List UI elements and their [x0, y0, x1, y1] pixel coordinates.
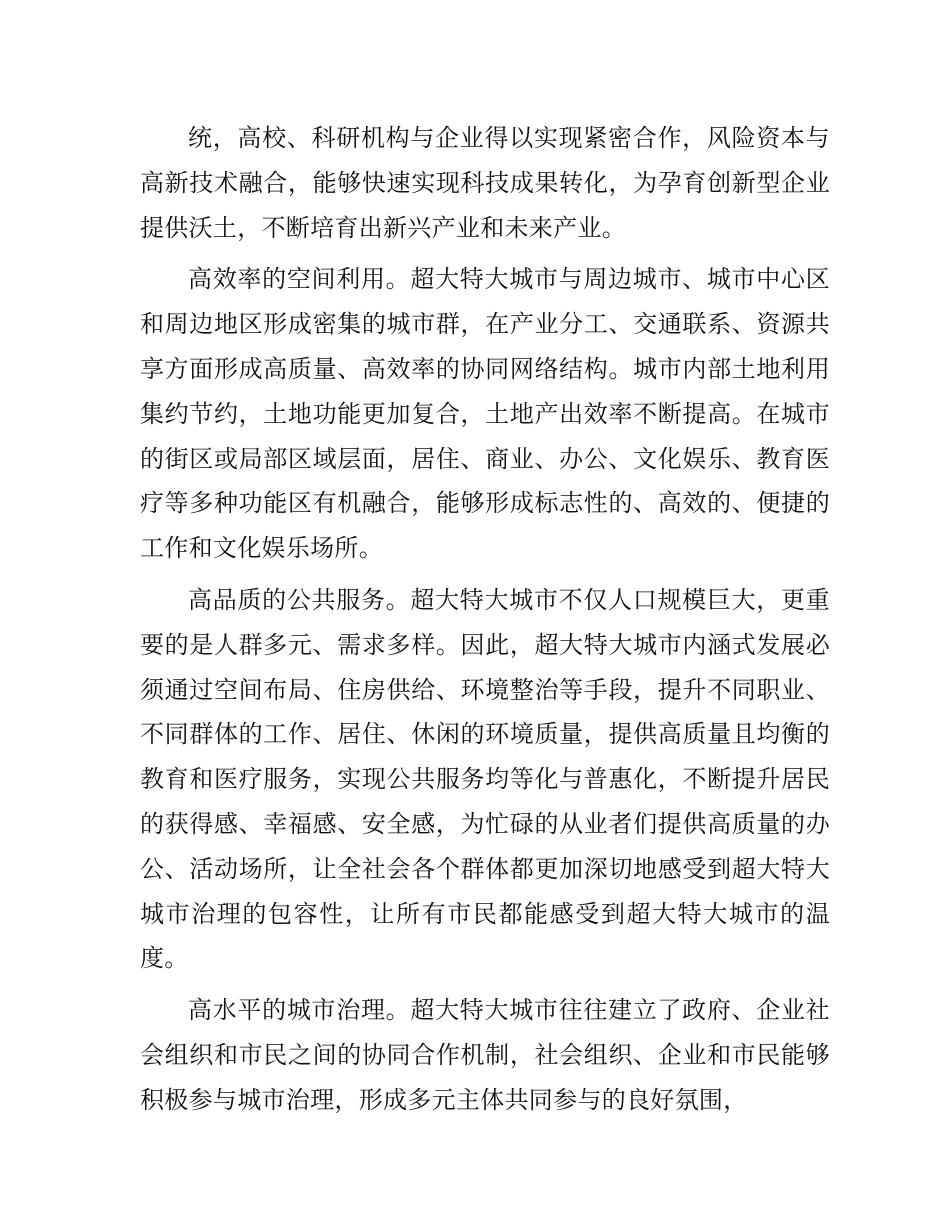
- body-text: [140, 116, 830, 1130]
- paragraph-city-governance: 高水平的城市治理。超大特大城市往往建立了政府、企业社会组织和市民之间的协同合作机制，社会组织、企业和市民能够积极参与城市治理，形成多元主体共同参与的良好氛围，: [140, 996, 830, 1114]
- paragraph-public-services: 高品质的公共服务。超大特大城市不仅人口规模巨大，更重要的是人群多元、需求多样。因此，超大特大城市内涵式发展必须通过空间布局、住房供给、环境整治等手段，提升不同职业、不同群体的工作、居住、休闲的环境质量，提供高质量且均衡的教育和医疗服务，实现公共服务均等化与普惠化，不断提升居民的获得感、幸福感、安全感，为忙碌的从业者们提供高质量的办公、活动场所，让全社会各个群体都更加深切地感受到超大特大城市治理的包容性，让所有市民都能感受到超大特大城市的温度。: [140, 585, 830, 973]
- paragraph-space-utilization: 高效率的空间利用。超大特大城市与周边城市、城市中心区和周边地区形成密集的城市群，在产业分工、交通联系、资源共享方面形成高质量、高效率的协同网络结构。城市内部土地利用集约节约，土地功能更加复合，土地产出效率不断提高。在城市的街区或局部区域层面，居住、商业、办公、文化娱乐、教育医疗等多种功能区有机融合，能够形成标志性的、高效的、便捷的工作和文化娱乐场所。: [140, 265, 830, 563]
- paragraph-continued: 统，高校、科研机构与企业得以实现紧密合作，风险资本与高新技术融合，能够快速实现科技成果转化，为孕育创新型企业提供沃土，不断培育出新兴产业和未来产业。: [140, 124, 830, 242]
